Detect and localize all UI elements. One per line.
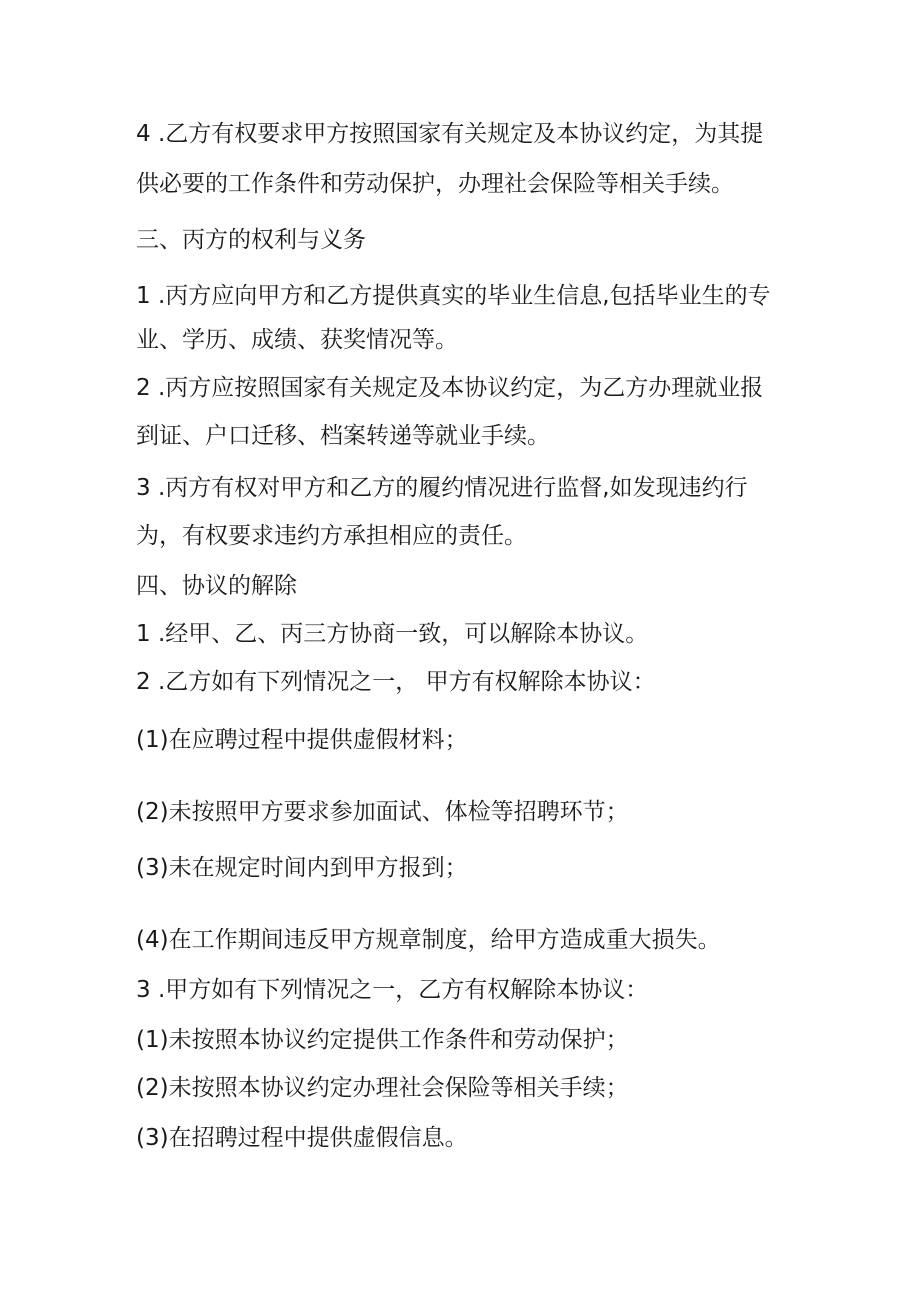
clause-4-3: 3 .甲方如有下列情况之一，乙方有权解除本协议： [136, 977, 649, 1003]
clause-4-2: 2 .乙方如有下列情况之一， 甲方有权解除本协议： [136, 669, 656, 695]
clause-3-3-line-2: 为，有权要求违约方承担相应的责任。 [136, 523, 527, 549]
clause-3-3-line-1: 3 .丙方有权对甲方和乙方的履约情况进行监督,如发现违约行 [136, 475, 748, 501]
clause-3-1-line-2: 业、学历、成绩、获奖情况等。 [136, 327, 458, 353]
clause-4-1: 1 .经甲、乙、丙三方协商一致，可以解除本协议。 [136, 621, 649, 647]
clause-4-3-item-3: (3)在招聘过程中提供虚假信息。 [136, 1125, 468, 1151]
clause-2-4-line-1: 4 .乙方有权要求甲方按照国家有关规定及本协议约定，为其提 [136, 121, 764, 147]
clause-3-2-line-1: 2 .丙方应按照国家有关规定及本协议约定，为乙方办理就业报 [136, 375, 764, 401]
section-3-heading: 三、丙方的权利与义务 [136, 227, 366, 253]
clause-4-3-item-2: (2)未按照本协议约定办理社会保险等相关手续； [136, 1075, 629, 1101]
clause-3-1-line-1: 1 .丙方应向甲方和乙方提供真实的毕业生信息,包括毕业生的专 [136, 283, 771, 309]
section-4-heading: 四、协议的解除 [136, 573, 297, 599]
clause-4-2-item-1: (1)在应聘过程中提供虚假材料； [136, 727, 468, 753]
clause-3-2-line-2: 到证、户口迁移、档案转递等就业手续。 [136, 423, 550, 449]
clause-4-2-item-2: (2)未按照甲方要求参加面试、体检等招聘环节； [136, 799, 629, 825]
clause-4-3-item-1: (1)未按照本协议约定提供工作条件和劳动保护； [136, 1027, 629, 1053]
clause-4-2-item-3: (3)未在规定时间内到甲方报到； [136, 855, 468, 881]
clause-4-2-item-4: (4)在工作期间违反甲方规章制度，给甲方造成重大损失。 [136, 927, 721, 953]
clause-2-4-line-2: 供必要的工作条件和劳动保护，办理社会保险等相关手续。 [136, 171, 734, 197]
